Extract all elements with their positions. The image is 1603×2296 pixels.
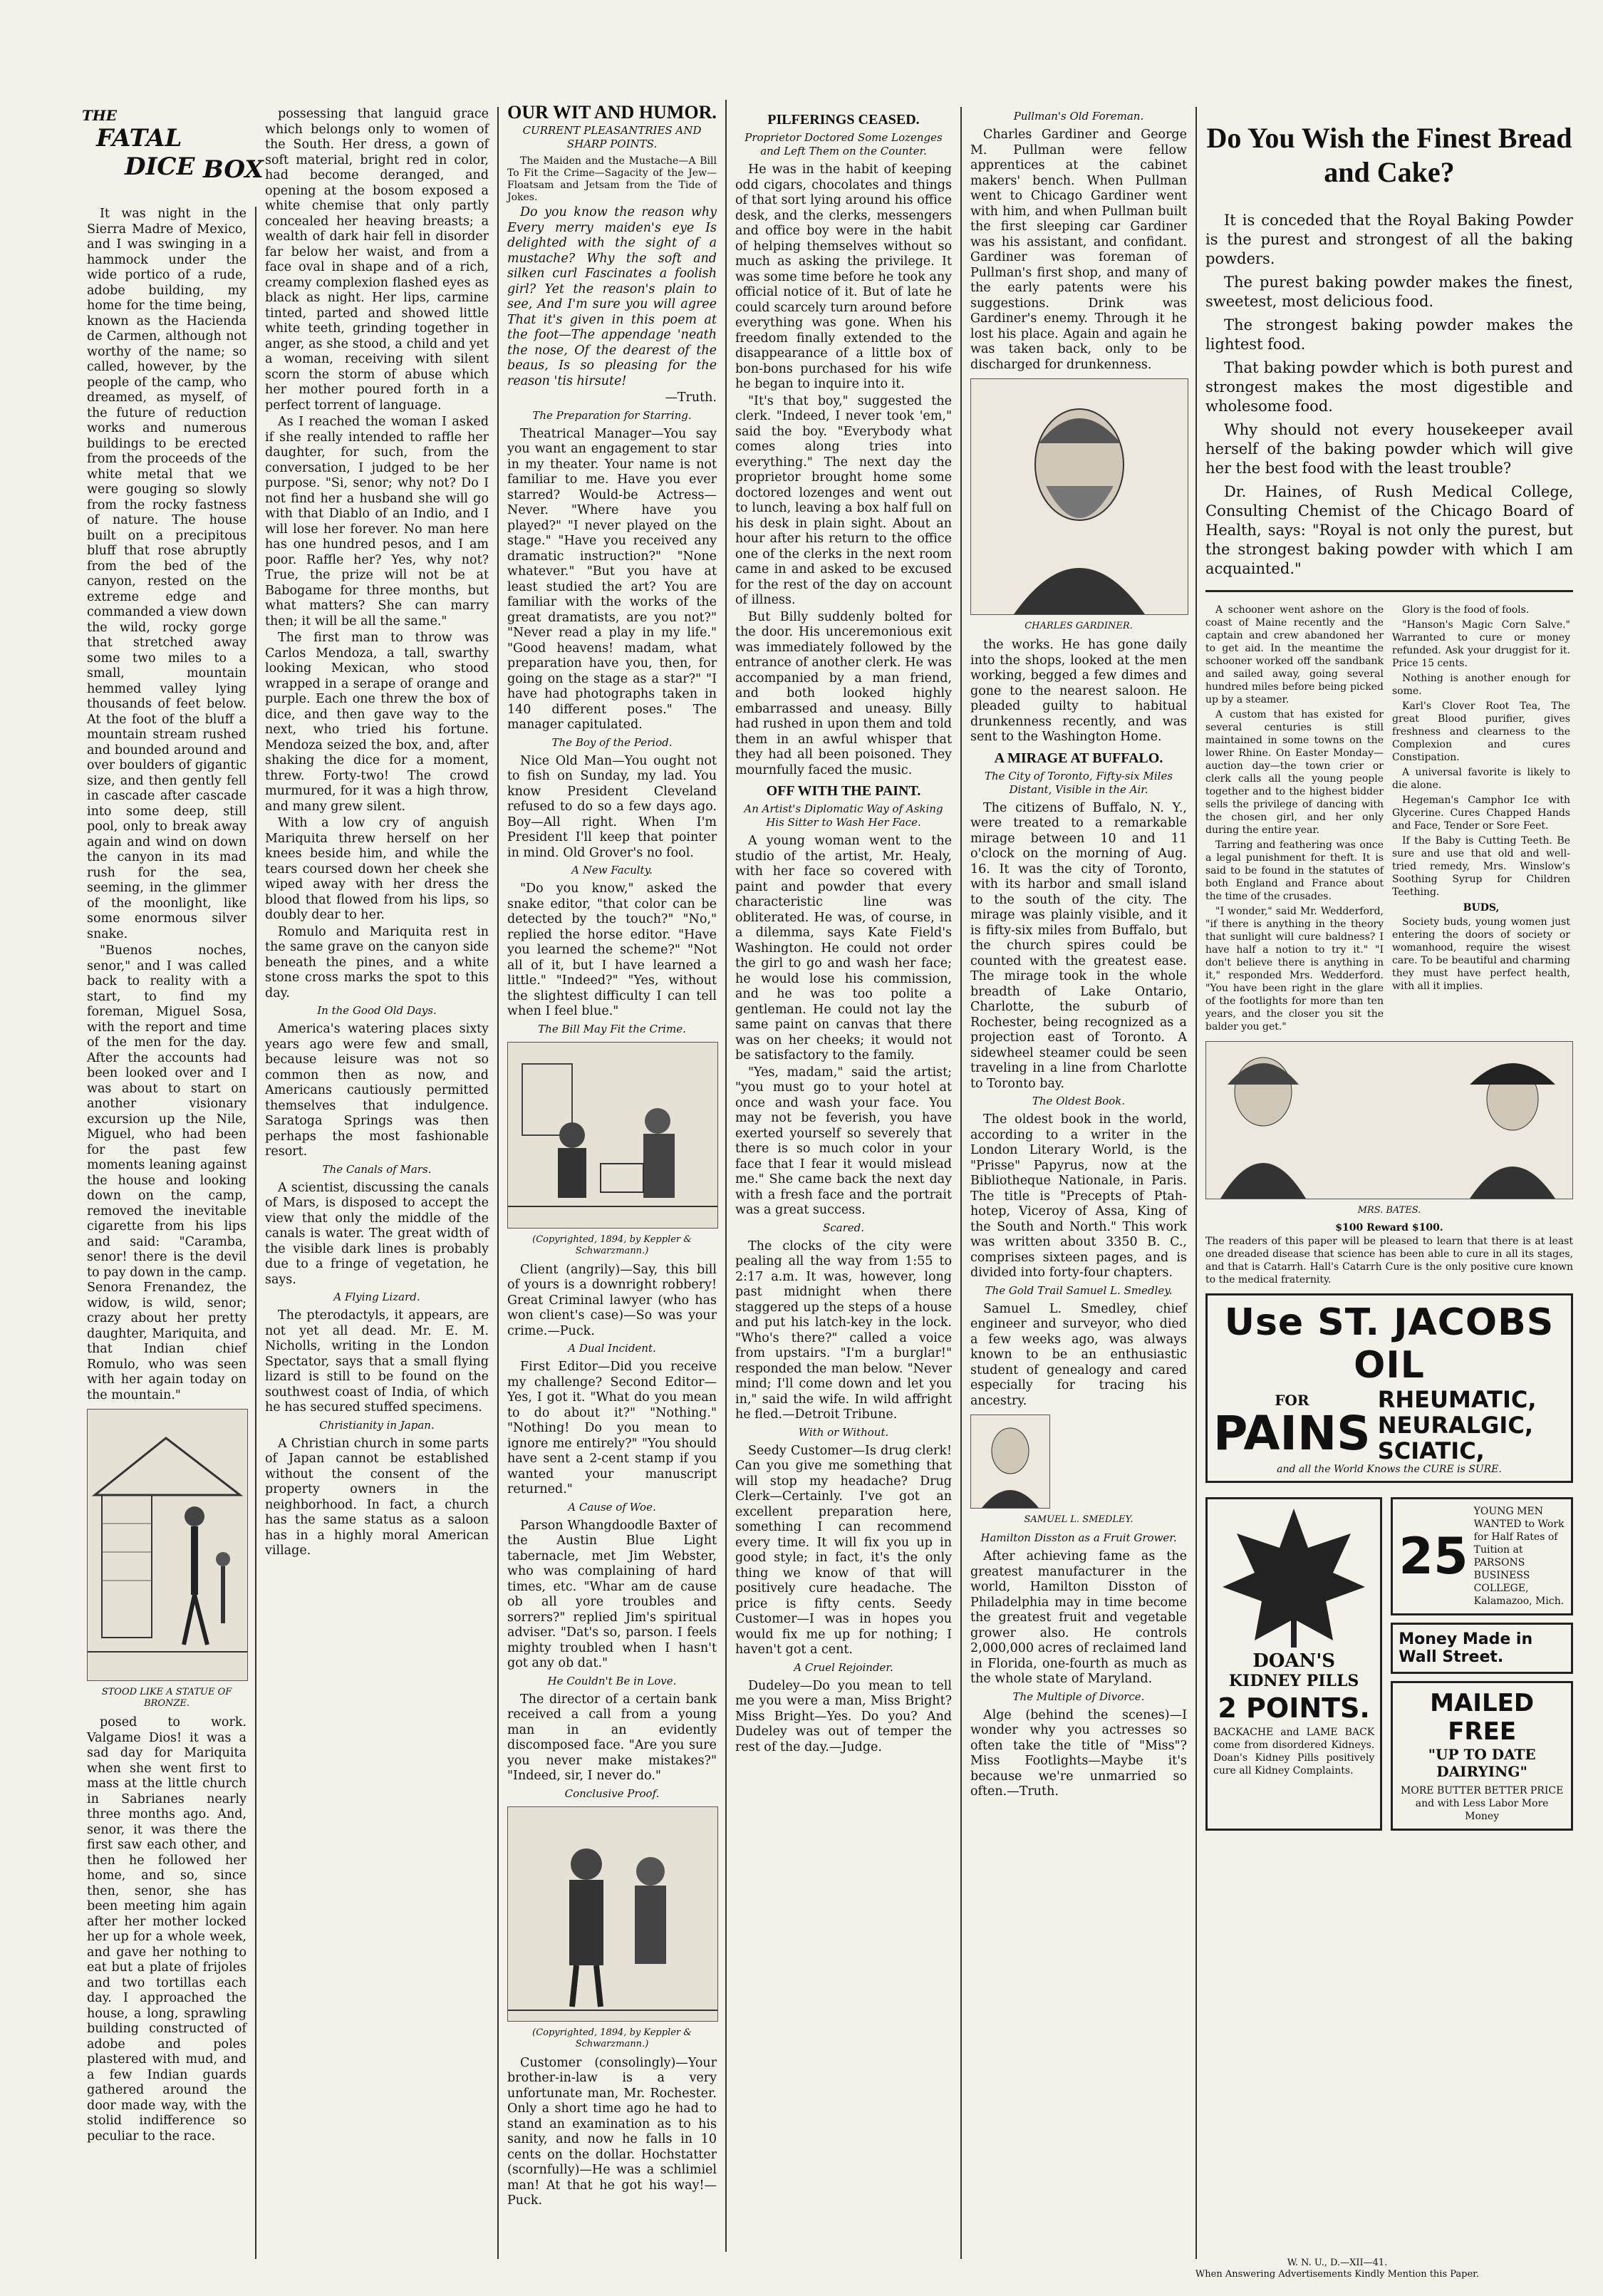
wall-street-title: Money Made in Wall Street.	[1399, 1630, 1533, 1666]
article-body: The citizens of Buffalo, N. Y., were treated to a remarkable mirage between 10 and 11 o'clock on the morning of Aug. 16. It was the city of Toronto, with its harbor and small island to the south of the city. The mirage was plainly visible, and it is fifty-six miles from Buffalo, but the church spires could be counted with the greatest ease. The mirage took in the whole breadth of Lake Ontario, Charlotte, the suburb of Rochester, being recognized as a projection east of Toronto. A sidewheel steamer could be seen traveling in a line from Charlotte to Toronto bay.	[970, 800, 1187, 1091]
joke-body: Parson Whangdoodle Baxter of the Austin Blue Light tabernacle, met Jim Webster, who was complaining of hard times, etc. "Whar am de cause ob all yore troubles and sorrers?" replied Jim's spiritual adviser. "Dat's so, parson. I feels mighty troubled when I hasn't got any ob dat."	[507, 1518, 717, 1670]
title-fatal: FATAL	[96, 124, 182, 152]
illustration-customer	[507, 1806, 718, 2022]
joke-heading: The Bill May Fit the Crime.	[538, 1022, 686, 1035]
article-heading: With or Without.	[798, 1425, 889, 1439]
joke-body: Customer (consolingly)—Your brother-in-law is a very unfortunate man, Mr. Rochester. Only a short time ago he had to stand an examination as to his sanity, and now he falls in 10 cents on the dollar. Hochstatter (scornfully)—He was a schlimiel man! At that he got his way!—Puck.	[507, 2055, 717, 2208]
doans-text: BACKACHE and LAME BACK come from disordered Kidneys. Doan's Kidney Pills positively cure all Kidney Complaints.	[1213, 1727, 1375, 1777]
mailed-free-sub: "UP TO DATE DAIRYING"	[1428, 1746, 1536, 1780]
parsons-text: YOUNG MEN WANTED to Work for Half Rates of Tuition at PARSONS BUSINESS COLLEGE, Kalamazoo, Mich.	[1473, 1506, 1565, 1607]
page-footer	[1106, 2258, 1569, 2280]
article-subheading: The City of Toronto, Fifty-six Miles Distant, Visible in the Air.	[984, 769, 1173, 796]
article-body: "Yes, madam," said the artist; "you must go to your hotel at once and wash your face. You may not be feverish, you have exerted yourself so severely that there is so much color in your face that I fear it would mislead me." She came back the next day with a fresh face and the portrait was a great success.	[735, 1065, 952, 1217]
illustration-caption: STOOD LIKE A STATUE OF BRONZE.	[101, 1687, 232, 1709]
article-heading: Christianity in Japan.	[319, 1418, 435, 1432]
bottom-ads	[1205, 1490, 1573, 1838]
article-subheading: An Artist's Diplomatic Way of Asking His Sitter to Wash Her Face.	[744, 802, 943, 829]
title-box: BOX	[203, 155, 264, 184]
article-heading: The Oldest Book.	[1032, 1095, 1126, 1107]
misc-item: Hegeman's Camphor Ice with Glycerine. Cures Chapped Hands and Face, Tender or Sore Feet.	[1392, 795, 1570, 832]
story-body: Romulo and Mariquita rest in the same grave on the canyon side beneath the pines, and a white stone cross marks the spot to this day.	[265, 924, 489, 1000]
royal-ad-para: Dr. Haines, of Rush Medical College, Consulting Chemist of the Chicago Board of Health, says: "Royal is not only the purest, but the strongest baking powder with which I am acquainted."	[1205, 483, 1573, 577]
royal-ad-para: That baking powder which is both purest and strongest makes the most digestible and wholesome food.	[1205, 359, 1573, 415]
ad-subcolumns	[1205, 604, 1573, 1035]
article-body: A scientist, discussing the canals of Mars, is disposed to accept the view that only the middle of the canals is water. The great width of the visible dark lines is probably due to a fringe of vegetation, he says.	[265, 1180, 489, 1287]
column-2	[256, 107, 499, 2259]
royal-ad-para: It is conceded that the Royal Baking Powder is the purest and strongest of all the baking powders.	[1205, 212, 1573, 267]
mailed-free-text: MORE BUTTER BETTER PRICE and with Less Labor More Money	[1400, 1785, 1564, 1822]
article-subheading: Proprietor Doctored Some Lozenges and Left Them on the Counter.	[745, 131, 943, 157]
column-4	[727, 107, 962, 2259]
article-body: A young woman went to the studio of the artist, Mr. Healy, with her face so covered with paint and powder that every characteristic line was obliterated. He was, of course, in a dilemma, says Kate Field's Washington. He could not order the girl to go and wash her face; he would lose his commission, and he was too polite a gentleman. He could not lay the same paint on canvas that there was on her cheeks; it would not be satisfactory to the family.	[735, 834, 952, 1062]
st-jacobs-for: FOR	[1275, 1392, 1309, 1409]
story-body: "Buenos noches, senor," and I was called back to reality with a start, to find my foreman, Miguel Sosa, with the report and time of the men for the day. After the accounts had been looked over and I was about to start on another visionary excursion up the Nile, Miguel, who had been for the past few moments leaning against the house and looking down on the camp, removed the inevitable cigarette from his lips and said: "Caramba, senor! there is the devil to pay down in the camp. Senora Frenandez, the widow, is wild, senor; crazy about her pretty daughter, Mariquita, and that Indian chief Romulo, who was seen with her again today on the mountain."	[87, 943, 247, 1402]
column-3	[499, 100, 727, 2252]
reward-title: $100 Reward $100.	[1335, 1222, 1443, 1234]
doans-ad	[1205, 1497, 1382, 1831]
illustration-credit: (Copyrighted, 1894, by Keppler & Schwarzmann.)	[532, 2027, 692, 2049]
story-body: posed to work. Valgame Dios! it was a sad day for Mariquita when she went first to mass at the little church in Sabrianes nearly three months ago. And, senor, it was there the first saw each other, and then he followed her home, and so, since then, senor, she has been meeting him again after her mother locked her up for a whole week, and gave her nothing to eat but a plate of frijoles and two tortillas each day. I approached the house, a long, sprawling building constructed of adobe and poles plastered with mud, and a few Indian guards gathered around the door made way, with the stolid indifference so peculiar to the race.	[87, 1715, 247, 2144]
misc-item: A universal favorite is likely to die alone.	[1392, 767, 1570, 791]
section-rubric: The Maiden and the Mustache—A Bill To Fit the Crime—Sagacity of the Jew—Floatsam and Jetsam from the Tide of Jokes.	[507, 155, 717, 203]
article-heading: PILFERINGS CEASED.	[767, 112, 920, 128]
footer-note: When Answering Advertisements Kindly Mention this Paper.	[1195, 2269, 1480, 2280]
joke-body: "Do you know," asked the snake editor, "that color can be detected by the touch?" "No," replied the horse editor. "Have you learned the scheme?" "Not all of it, but I have learned a little." "Indeed?" "Yes, without the slightest difficulty I can tell when I feel blue."	[507, 881, 717, 1018]
story-body: The first man to throw was Carlos Mendoza, a tall, swarthy looking Mexican, who stood wrapped in a serape of orange and purple. Each one threw the box of dice, and then gave way to the next, who tried his fortune. Mendoza seized the box, and, after shaking the dice for a moment, threw. Forty-two! The crowd murmured, for it was a high throw, and many grew silent.	[265, 631, 489, 814]
column-1	[78, 207, 256, 2259]
article-body: The pterodactyls, it appears, are not yet all dead. Mr. E. M. Nicholls, writing in the London Spectator, says that a small flying lizard is still to be found on the southwest coast of India, of which he has secured stuffed specimens.	[265, 1308, 489, 1415]
misc-item: Nothing is another enough for some.	[1392, 673, 1570, 697]
parsons-figure: 25	[1399, 1527, 1468, 1586]
st-jacobs-pains: PAINS	[1213, 1406, 1371, 1461]
article-body: The clocks of the city were pealing all the way from 1:55 to 2:17 a.m. It was, however, long past midnight when there staggered up the steps of a house and put his latch-key in the lock. "Who's there?" called a voice from upstairs. "I'm a burglar!" responded the man below. "Never mind; I'll come down and let you in," said the wife. In wild affright he fled.—Detroit Tribune.	[735, 1239, 952, 1422]
mailed-free-title: MAILED FREE	[1430, 1689, 1535, 1746]
buds-title: BUDS,	[1463, 902, 1500, 914]
article-heading: The Canals of Mars.	[322, 1162, 432, 1176]
article-body: A Christian church in some parts of Japan cannot be established without the consent of the property owners in the neighborhood. In fact, a church has the same status as a saloon has in a highly moral American village.	[265, 1436, 489, 1558]
footer-code: W. N. U., D.—XII—41.	[1287, 2258, 1388, 2268]
article-heading: In the Good Old Days.	[317, 1004, 437, 1017]
story-title-block	[82, 107, 264, 207]
royal-ad-para: The purest baking powder makes the finest, sweetest, most delicious food.	[1205, 274, 1573, 310]
article-body: Alge (behind the scenes)—I wonder why you actresses so often take the title of "Miss"? Miss Footlights—Maybe it's because we're unmarried so often.—Truth.	[970, 1707, 1187, 1799]
article-body: Samuel L. Smedley, chief engineer and surveyor, who died a few weeks ago, was always known to be an enthusiastic student of genealogy and cared especially for tracing his ancestry.	[970, 1301, 1187, 1408]
royal-ad-para: The strongest baking powder makes the lightest food.	[1205, 316, 1573, 353]
st-jacobs-ad	[1205, 1293, 1573, 1483]
joke-body: The director of a certain bank received a call from a young man in an evidently discomposed face. "Are you sure you never make mistakes?" "Indeed, sir, I never do."	[507, 1692, 717, 1783]
title-dice: DICE	[125, 152, 195, 181]
column-6-ads	[1197, 107, 1582, 2252]
article-heading: The Multiple of Divorce.	[1012, 1690, 1145, 1703]
article-heading: A Flying Lizard.	[333, 1291, 420, 1303]
joke-heading: The Boy of the Period.	[551, 735, 673, 749]
dairying-ad	[1391, 1681, 1573, 1831]
reward-text: The readers of this paper will be pleased to learn that there is at least one dreaded disease that science has been able to cure in all its stages, and that is Catarrh. Hall's Catarrh Cure is the only positive cure known to the medical fraternity.	[1205, 1236, 1573, 1286]
misc-left-column	[1205, 604, 1384, 1035]
joke-heading: A New Faculty.	[571, 864, 653, 876]
joke-body: Theatrical Manager—You say you want an engagement to star in my theater. Your name is not familiar to me. Have you ever starred? Would-be Actress—Never. "Where have you played?" "I never played on the stage." "Have you received any dramatic instruction?" "None whatever." "But you have at least studied the art? You are familiar with the works of the great dramatists, are you not?" "Never read a play in my life." "Good heavens! madam, what preparation have you, then, for going on the stage as a star?" "I have had photographs taken in 140 different poses." The manager capitulated.	[507, 426, 717, 732]
portrait-caption: SAMUEL L. SMEDLEY.	[1024, 1514, 1133, 1525]
joke-heading: Conclusive Proof.	[564, 1786, 660, 1800]
joke-heading: A Cause of Woe.	[568, 1500, 656, 1514]
misc-item: "Hanson's Magic Corn Salve." Warranted to cure or money refunded. Ask your druggist for it. Price 15 cents.	[1392, 619, 1570, 669]
right-small-ads	[1391, 1490, 1573, 1838]
article-body: Dudeley—Do you mean to tell me you were a man, Miss Bright? Miss Bright—Yes. Do you? And Dudeley was out of temper the rest of the day.—Judge.	[735, 1678, 952, 1754]
joke-body: Nice Old Man—You ought not to fish on Sunday, my lad. You know President Cleveland refused to do so a few days ago. Boy—All right. When I'm President I'll keep that pointer in mind. Old Grover's no fool.	[507, 753, 717, 860]
st-jacobs-headline: Use ST. JACOBS OIL	[1224, 1301, 1555, 1387]
joke-heading: He Couldn't Be in Love.	[547, 1674, 677, 1687]
article-heading: Hamilton Disston as a Fruit Grower.	[980, 1531, 1177, 1544]
parsons-ad	[1391, 1497, 1573, 1615]
portrait-caption: CHARLES GARDINER.	[1024, 621, 1133, 631]
misc-item: If the Baby is Cutting Teeth. Be sure and use that old and well-tried remedy, Mrs. Winslow's Soothing Syrup for Children Teething.	[1392, 835, 1570, 898]
joke-heading: A Dual Incident.	[568, 1342, 656, 1355]
article-heading: A MIRAGE AT BUFFALO.	[994, 750, 1163, 766]
title-the: THE	[82, 107, 118, 124]
portrait-caption: MRS. BATES.	[1357, 1205, 1421, 1216]
portrait-gardiner	[970, 378, 1188, 615]
misc-item: A schooner went ashore on the coast of Maine recently and the captain and crew abandoned her to get aid. In the meantime the schooner worked off the sandbank and sailed away, going several hundred miles before being picked up by a steamer.	[1205, 604, 1384, 705]
misc-item: A custom that has existed for several centuries is still maintained in some towns on the lower Rhine. On Easter Monday—auction day—the town crier or clerk calls all the young people together and to the highest bidder sells the privilege of dancing with the chosen girl, and her only during the entire year.	[1205, 709, 1384, 836]
article-heading: Scared.	[822, 1221, 865, 1234]
misc-item: Karl's Clover Root Tea, The great Blood purifier, gives freshness and clearness to the Complexion and cures Constipation.	[1392, 700, 1570, 763]
article-body: He was in the habit of keeping odd cigars, chocolates and things of that sort lying around his office desk, and the clerks, messengers and office boy were in the habit of helping themselves without so much as asking the privilege. It was some time before he took any official notice of it. But of late he could scarcely turn around before everything was gone. When his freedom finally extended to the disappearance of a little box of bon-bons purchased for his wife he began to inquire into it.	[735, 162, 952, 391]
joke-body: Client (angrily)—Say, this bill of yours is a downright robbery! Great Criminal lawyer (who has won client's case)—So was your crime.—Puck.	[507, 1262, 717, 1338]
doans-name: KIDNEY PILLS	[1228, 1672, 1359, 1690]
misc-right-column	[1392, 604, 1570, 1035]
article-body: "It's that boy," suggested the clerk. "Indeed, I never took 'em," said the boy. "Everybody what comes along tries into everything." The next day the proprietor brought home some doctored lozenges and went out to lunch, leaving a box half full on his desk in plain sight. About an hour after his return to the office one of the clerks in the next room came in and asked to be excused for the rest of the day on account of illness.	[735, 393, 952, 607]
article-heading: OFF WITH THE PAINT.	[766, 783, 921, 799]
story-body: possessing that languid grace which belongs only to women of the South. Her dress, a gown of soft material, bright red in color, had become deranged, and opening at the bosom exposed a white chemise that only partly concealed her heaving breasts; a wealth of dark hair fell in disorder far below her waist, and from a face oval in shape and of a rich, creamy complexion flashed eyes as black as night. Her lips, carmine tinted, parted and showed little white teeth, grinding together in anger, as she stood, a child and yet a woman, receiving with silent scorn the storm of abuse which her mother poured forth in a perfect torrent of language.	[265, 107, 489, 413]
story-body: With a low cry of anguish Mariquita threw herself on her knees beside him, and while the tears coursed down her cheek she wiped away with her dress the blood that flowed from his lips, so doubly dear to her.	[265, 816, 489, 922]
section-title: OUR WIT AND HUMOR.	[507, 102, 717, 123]
article-body: the works. He has gone daily into the shops, looked at the men working, begged a few dimes and gone to the nearest saloon. He pleaded guilty to habitual drunkenness recently, and was sent to the Washington Home.	[970, 638, 1187, 744]
article-heading: Pullman's Old Foreman.	[1013, 110, 1144, 123]
article-body: But Billy suddenly bolted for the door. His unceremonious exit was immediately followed by the entrance of another clerk. He was accompanied by a man friend, and both looked highly embarrassed and uneasy. Billy had rushed in upon them and told them in an awful whisper that they had all been poisoned. They mournfully faced the music.	[735, 609, 952, 777]
illustration-credit: (Copyrighted, 1894, by Keppler & Schwarzmann.)	[532, 1234, 692, 1256]
royal-ad-body	[1205, 211, 1573, 579]
misc-item: Tarring and feathering was once a legal punishment for theft. It is said to be found in the statutes of both England and France about the time of the crusades.	[1205, 839, 1384, 902]
article-heading: The Gold Trail Samuel L. Smedley.	[985, 1283, 1173, 1297]
royal-ad-para: Why should not every housekeeper avail herself of the baking powder which will give her the best food with the least trouble?	[1205, 421, 1573, 477]
joke-heading: The Preparation for Starring.	[532, 408, 692, 422]
misc-item: Glory is the food of fools.	[1402, 604, 1530, 616]
misc-item: "I wonder," said Mr. Wedderford, "if there is anything in the theory that sunlight will cure baldness? I have half a notion to try it." "I don't believe there is anything in it," responded Mrs. Wedderford. "You have been right in the glare of the footlights for more than ten years, and the closer you sit the balder you get."	[1205, 906, 1384, 1033]
wall-street-ad	[1391, 1623, 1573, 1674]
doans-brand: DOAN'S	[1252, 1650, 1336, 1672]
buds-text: Society buds, young women just entering the doors of society or womanhood, require the wisest care. To be beautiful and charming they must have perfect health, with all it implies.	[1392, 916, 1570, 992]
article-body: Seedy Customer—Is drug clerk! Can you give me something that will stop my headache? Drug Clerk—Certainly. I've got an excellent preparation here, something I can recommend every time. It will fix you up in good style; in fact, it's the only thing we know of that will positively cure headache. The price is fifty cents. Seedy Customer—I was in hopes you would fix me up for nothing; I haven't got a cent.	[735, 1443, 952, 1657]
article-body: Charles Gardiner and George M. Pullman were fellow apprentices at the cabinet makers' bench. When Pullman went to Chicago Gardiner went with him, and when Pullman built the first sleeping car Gardiner was his assistant, and confidant. Gardiner was foreman of Pullman's first shop, and many of the early patents were his suggestions. Drink was Gardiner's enemy. Through it he lost his place. Again and again he was taken back, only to be discharged for drunkenness.	[970, 128, 1187, 372]
portrait-smedley	[970, 1415, 1050, 1509]
column-5	[962, 107, 1197, 2259]
verse-credit: —Truth.	[665, 391, 717, 405]
story-body: It was night in the Sierra Madre of Mexico, and I was swinging in a hammock under the wide portico of a rude, adobe building, my home for the time being, known as the Hacienda de Carmen, although not worthy of the name; so called, however, by the people of the camp, who dreamed, as myself, of the future of reduction works and numerous buildings to be erected from the proceeds of the white metal that we were gouging so slowly from the rocky fastness of nature. The house built on a precipitous bluff that rose abruptly from the bed of the canyon, rested on the extreme edge and commanded a view down the wild, rocky gorge that stretched away some two miles to a small, mountain hemmed valley lying thousands of feet below. At the foot of the bluff a mountain stream rushed and bounded around and over boulders of gigantic size, and then gently fell in cascade after cascade into some deep, still pool, only to break away again and wind on down the canyon in its mad rush for the sea, seeming, in the glimmer of the moonlight, like some enormous silver snake.	[87, 207, 247, 941]
st-jacobs-tag: and all the World Knows the CURE is SURE.	[1277, 1464, 1502, 1475]
illustration-lawyer	[507, 1042, 718, 1229]
illustration-statue	[87, 1409, 248, 1681]
portrait-ladies	[1205, 1041, 1573, 1199]
section-subtitle: CURRENT PLEASANTRIES AND SHARP POINTS.	[522, 124, 702, 150]
article-body: America's watering places sixty years ago were few and small, because leisure was not so common then as now, and Americans cautiously permitted themselves that indulgence. Saratoga Springs was then perhaps the most fashionable resort.	[265, 1022, 489, 1159]
story-body: As I reached the woman I asked if she really intended to raffle her daughter, for such, from the conversation, I judged to be her purpose. "Si, senor; why not? Do I not find her a husband she will go with that Diablo of an Indio, and I will lose her forever. No man here has one hundred pesos, and I am poor. Raffle her? Yes, why not? True, the prize will not be at Babogame for three months, but what matters? She can marry then; it will be all the same."	[265, 415, 489, 629]
doans-points: 2 POINTS.	[1218, 1692, 1370, 1724]
verse: Do you know the reason why Every merry maiden's eye Is delighted with the sight of a mustache? Why the soft and silken curl Fascinates a foolish girl? Yet the reason's plain to see, And I'm sure you will agree That it's given in this poem at the foot—The appendage 'neath the nose, Of the dearest of the beaus, Is so pleasing for the reason 'tis hirsute!	[507, 205, 717, 388]
article-heading: A Cruel Rejoinder.	[794, 1660, 893, 1674]
st-jacobs-list: RHEUMATIC, NEURALGIC, SCIATIC,	[1377, 1386, 1537, 1464]
st-jacobs-body	[1213, 1387, 1565, 1464]
st-jacobs-for-block	[1213, 1392, 1371, 1459]
divider	[1205, 590, 1573, 592]
article-body: After achieving fame as the greatest manufacturer in the world, Hamilton Disston of Philadelphia may in time become the greatest fruit and vegetable grower also. He controls 2,000,000 acres of reclaimed land in Florida, one-fourth as much as the whole state of Maryland.	[970, 1549, 1187, 1686]
article-body: The oldest book in the world, according to a writer in the London Literary World, is the "Prisse" Papyrus, now at the Bibliotheque Nationale, in Paris. The title is "Precepts of Ptah-hotep, Viceroy of Assa, King of the South and North." This work was written about 3350 B. C., comprises sixteen pages, and is divided into forty-four chapters.	[970, 1112, 1187, 1280]
royal-ad-title: Do You Wish the Finest Bread and Cake?	[1206, 122, 1572, 188]
joke-body: First Editor—Did you receive my challenge? Second Editor—Yes, I got it. "What do you mean to do about it?" "Nothing." "Nothing! Do you mean to ignore me entirely?" "You should have sent a 2-cent stamp if you wanted your manuscript returned."	[507, 1360, 717, 1496]
maple-leaf-icon	[1219, 1505, 1369, 1648]
